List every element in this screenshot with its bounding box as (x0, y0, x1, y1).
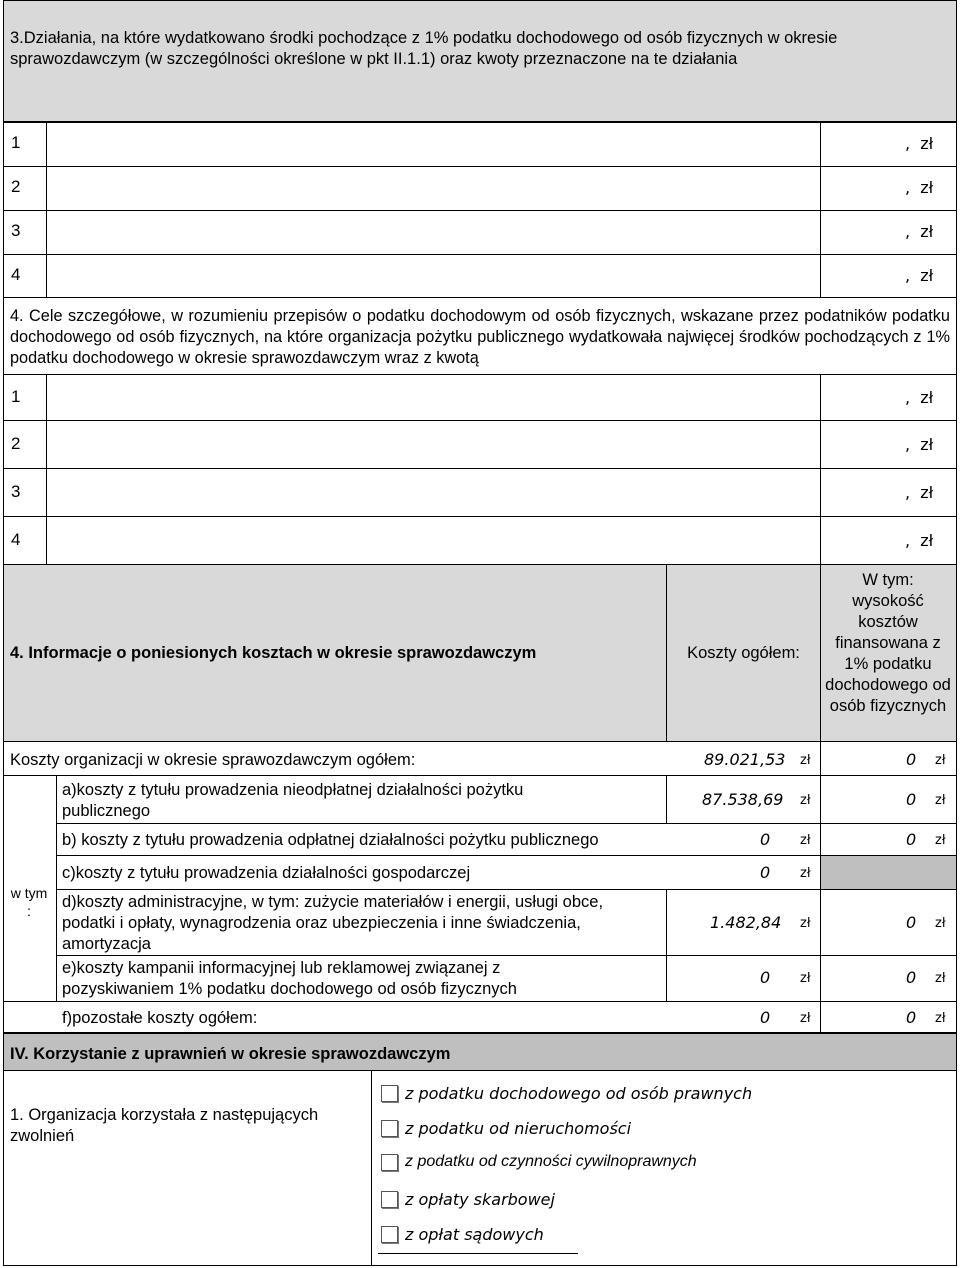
costs-total-value[interactable]: 89.021,53 (704, 750, 786, 769)
exemption-label-pcc: z podatku od czynności cywilnoprawnych (405, 1153, 697, 1170)
costs-item-f-value[interactable]: 0 (760, 1008, 771, 1027)
costs-item-d-label: d)koszty administracyjne, w tym: zużycie materiałów i energii, usługi obce, podatki i opłaty, wynagrodzenia oraz ubezpieczenia i inne świadczenia, amortyzacja (62, 893, 604, 953)
section4-amount-field[interactable]: , zł (905, 435, 934, 454)
exemption-checkbox-cit[interactable] (381, 1085, 398, 1102)
section4-row-number: 3 (11, 482, 21, 501)
costs-item-d-value[interactable]: 1.482,84 (710, 913, 782, 932)
section4-row-number: 1 (11, 387, 21, 406)
sectionIV-title: IV. Korzystanie z uprawnień w okresie sprawozdawczym (10, 1045, 451, 1063)
costs-currency: zł (800, 753, 811, 768)
section4-goal-input[interactable] (48, 376, 818, 419)
costs-currency: zł (935, 971, 946, 986)
section3-title: 3.Działania, na które wydatkowano środki pochodzące z 1% podatku dochodowego od osób fizycznych w okresie sprawozdawczym (w szczególności określone w pkt II.1.1) oraz kwoty przeznaczone na te działania (10, 29, 838, 68)
costs-currency: zł (800, 793, 811, 808)
costs-currency: zł (800, 866, 811, 881)
exemption-checkbox-court-fees[interactable] (381, 1226, 398, 1243)
section4-amount-field[interactable]: , zł (905, 388, 934, 407)
section4-goal-input[interactable] (48, 422, 818, 467)
section4-amount-field[interactable]: , zł (905, 531, 934, 550)
costs-item-c-label: c)koszty z tytułu prowadzenia działalności gospodarczej (62, 864, 471, 882)
costs-item-e-onepct[interactable]: 0 (906, 968, 917, 987)
section3-amount-field[interactable]: , zł (905, 266, 934, 285)
costs-title: 4. Informacje o poniesionych kosztach w okresie sprawozdawczym (10, 644, 537, 662)
costs-item-c-value[interactable]: 0 (760, 863, 771, 882)
costs-item-d-onepct[interactable]: 0 (906, 913, 917, 932)
costs-item-e-label: e)koszty kampanii informacyjnej lub reklamowej związanej z pozyskiwaniem 1% podatku dochodowego od osób fizycznych (62, 959, 517, 998)
exemption-label-stamp-duty: z opłaty skarbowej (405, 1190, 555, 1209)
costs-item-f-label: f)pozostałe koszty ogółem: (62, 1009, 258, 1027)
section3-amount-field[interactable]: , zł (905, 178, 934, 197)
section3-row-number: 2 (11, 177, 21, 196)
exemption-label-property-tax: z podatku od nieruchomości (405, 1119, 632, 1138)
exemption-checkbox-property-tax[interactable] (381, 1120, 398, 1137)
exemption-label-court-fees: z opłat sądowych (405, 1225, 544, 1244)
costs-currency: zł (935, 916, 946, 931)
costs-item-f-onepct[interactable]: 0 (906, 1008, 917, 1027)
costs-total-column-header: Koszty ogółem: (687, 644, 800, 662)
costs-item-b-onepct[interactable]: 0 (906, 830, 917, 849)
section3-row-number: 1 (11, 133, 21, 152)
costs-currency: zł (935, 833, 946, 848)
court-fees-underline (378, 1253, 578, 1254)
section4-goal-input[interactable] (48, 470, 818, 515)
costs-item-e-value[interactable]: 0 (760, 968, 771, 987)
section4-goal-input[interactable] (48, 518, 818, 563)
section3-row-number: 4 (11, 265, 21, 284)
section3-row-number: 3 (11, 221, 21, 240)
exemption-checkbox-stamp-duty[interactable] (381, 1191, 398, 1208)
section3-activity-input[interactable] (48, 256, 818, 297)
exemption-checkbox-pcc[interactable] (381, 1154, 398, 1171)
costs-currency: zł (800, 916, 811, 931)
costs-currency: zł (800, 971, 811, 986)
costs-item-b-value[interactable]: 0 (760, 830, 771, 849)
costs-currency: zł (935, 753, 946, 768)
section3-amount-field[interactable]: , zł (905, 222, 934, 241)
costs-item-b-label: b) koszty z tytułu prowadzenia odpłatnej działalności pożytku publicznego (62, 831, 599, 849)
costs-total-label: Koszty organizacji w okresie sprawozdawczym ogółem: (10, 751, 416, 769)
section4-amount-field[interactable]: , zł (905, 483, 934, 502)
section3-activity-input[interactable] (48, 212, 818, 253)
costs-currency: zł (800, 1011, 811, 1026)
costs-item-a-onepct[interactable]: 0 (906, 790, 917, 809)
costs-currency: zł (935, 1011, 946, 1026)
exemption-label-cit: z podatku dochodowego od osób prawnych (405, 1084, 753, 1103)
costs-currency: zł (800, 833, 811, 848)
section4-row-number: 2 (11, 434, 21, 453)
section3-activity-input[interactable] (48, 168, 818, 209)
costs-total-onepct[interactable]: 0 (906, 750, 917, 769)
section3-activity-input[interactable] (48, 124, 818, 165)
costs-item-a-value[interactable]: 87.538,69 (702, 790, 784, 809)
costs-wtym-label: w tym : (10, 885, 48, 919)
costs-currency: zł (935, 793, 946, 808)
sectionIV-question: 1. Organizacja korzystała z następujących zwolnień (10, 1106, 319, 1145)
section3-amount-field[interactable]: , zł (905, 134, 934, 153)
costs-c-onepct-disabled (821, 856, 956, 889)
costs-item-a-label: a)koszty z tytułu prowadzenia nieodpłatnej działalności pożytku publicznego (62, 781, 524, 820)
section4-goals-title: 4. Cele szczegółowe, w rozumieniu przepisów o podatku dochodowym od osób fizycznych, wskazane przez podatników podatku dochodowego od osób fizycznych, na które organizacja pożytku publicznego wydatkowała najwięcej środków pochodzących z 1% podatku dochodowego w okresie sprawozdawczym wraz z kwotą (10, 307, 950, 367)
costs-onepct-column-header: W tym: wysokość kosztów finansowana z 1% podatku dochodowego od osób fizycznych (825, 571, 951, 715)
section4-row-number: 4 (11, 530, 21, 549)
